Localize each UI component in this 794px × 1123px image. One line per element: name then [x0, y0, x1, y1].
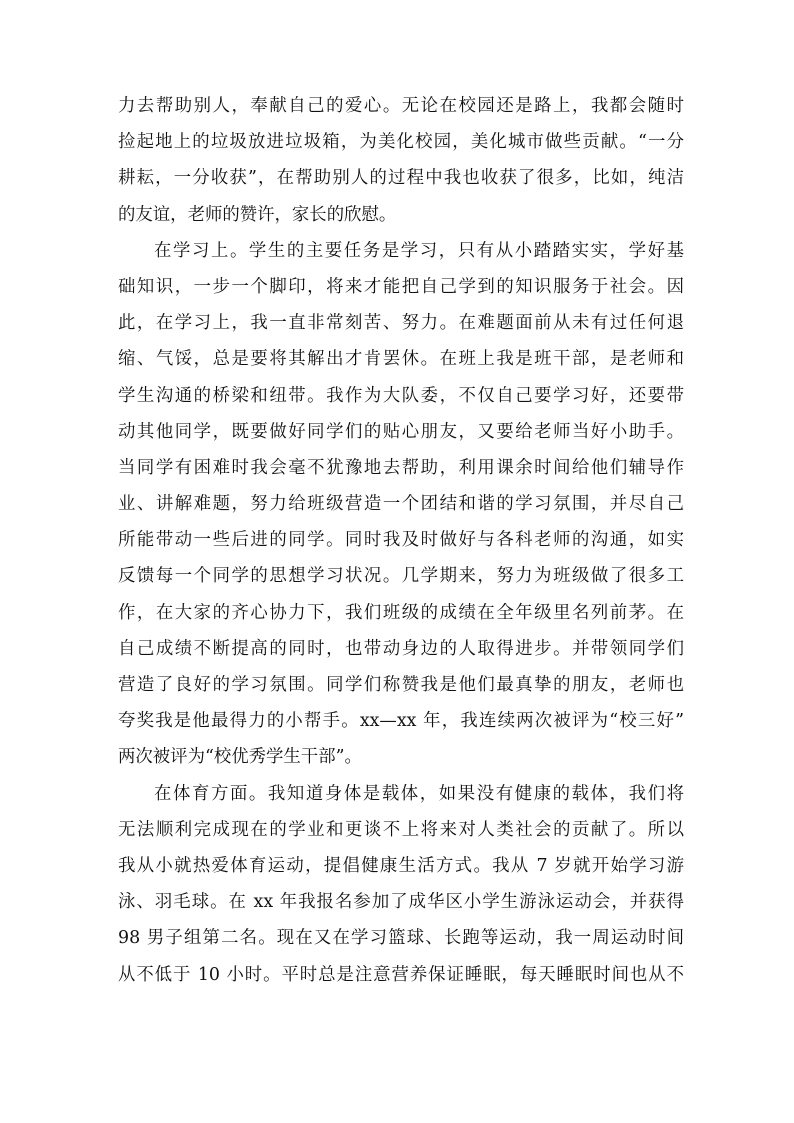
text-line: 营造了良好的学习氛围。同学们称赞我是他们最真挚的朋友，老师也 — [118, 675, 684, 695]
text-line: 夸奖我是他最得力的小帮手。xx—xx 年，我连续两次被评为“校三好” — [118, 711, 684, 732]
text-line: 两次被评为“校优秀学生干部”。 — [118, 747, 362, 768]
text-line: 当同学有困难时我会毫不犹豫地去帮助，利用课余时间给他们辅导作 — [118, 457, 684, 478]
text-line: 无法顺利完成现在的学业和更谈不上将来对人类社会的贡献了。所以 — [118, 819, 684, 840]
text-line: 反馈每一个同学的思想学习状况。几学期来，努力为班级做了很多工 — [118, 566, 684, 587]
text-line: 业、讲解难题，努力给班级营造一个团结和谐的学习氛围，并尽自己 — [118, 494, 684, 515]
text-line: 从不低于 10 小时。平时总是注意营养保证睡眠，每天睡眠时间也从不 — [118, 964, 684, 985]
text-line: 础知识，一步一个脚印，将来才能把自己学到的知识服务于社会。因 — [118, 276, 684, 297]
text-line: 自己成绩不断提高的同时，也带动身边的人取得进步。并带领同学们 — [118, 638, 684, 659]
text-line: 此，在学习上，我一直非常刻苦、努力。在难题面前从未有过任何退 — [118, 313, 684, 334]
text-line: 动其他同学，既要做好同学们的贴心朋友，又要给老师当好小助手。 — [118, 421, 684, 442]
text-line: 力去帮助别人，奉献自己的爱心。无论在校园还是路上，我都会随时 — [118, 96, 684, 116]
text-line: 学生沟通的桥梁和纽带。我作为大队委，不仅自己要学习好，还要带 — [118, 385, 684, 406]
paragraph-first-line: 在体育方面。我知道身体是载体，如果没有健康的载体，我们将 — [154, 783, 684, 804]
text-line: 所能带动一些后进的同学。同时我及时做好与各科老师的沟通，如实 — [118, 530, 684, 551]
text-line: 我从小就热爱体育运动，提倡健康生活方式。我从 7 岁就开始学习游 — [118, 855, 684, 876]
document-body — [118, 88, 684, 993]
text-line: 缩、气馁，总是要将其解出才肯罢休。在班上我是班干部，是老师和 — [118, 349, 684, 370]
text-line: 98 男子组第二名。现在又在学习篮球、长跑等运动，我一周运动时间 — [118, 928, 684, 949]
text-line: 的友谊，老师的赞许，家长的欣慰。 — [118, 204, 397, 225]
text-line: 作，在大家的齐心协力下，我们班级的成绩在全年级里名列前茅。在 — [118, 602, 684, 623]
text-line: 泳、羽毛球。在 xx 年我报名参加了成华区小学生游泳运动会，并获得 — [118, 892, 684, 913]
text-line: 耕耘，一分收获”，在帮助别人的过程中我也收获了很多，比如，纯洁 — [118, 168, 684, 189]
text-line: 捡起地上的垃圾放进垃圾箱，为美化校园，美化城市做些贡献。“一分 — [118, 132, 684, 153]
paragraph-first-line: 在学习上。学生的主要任务是学习，只有从小踏踏实实，学好基 — [154, 240, 684, 261]
